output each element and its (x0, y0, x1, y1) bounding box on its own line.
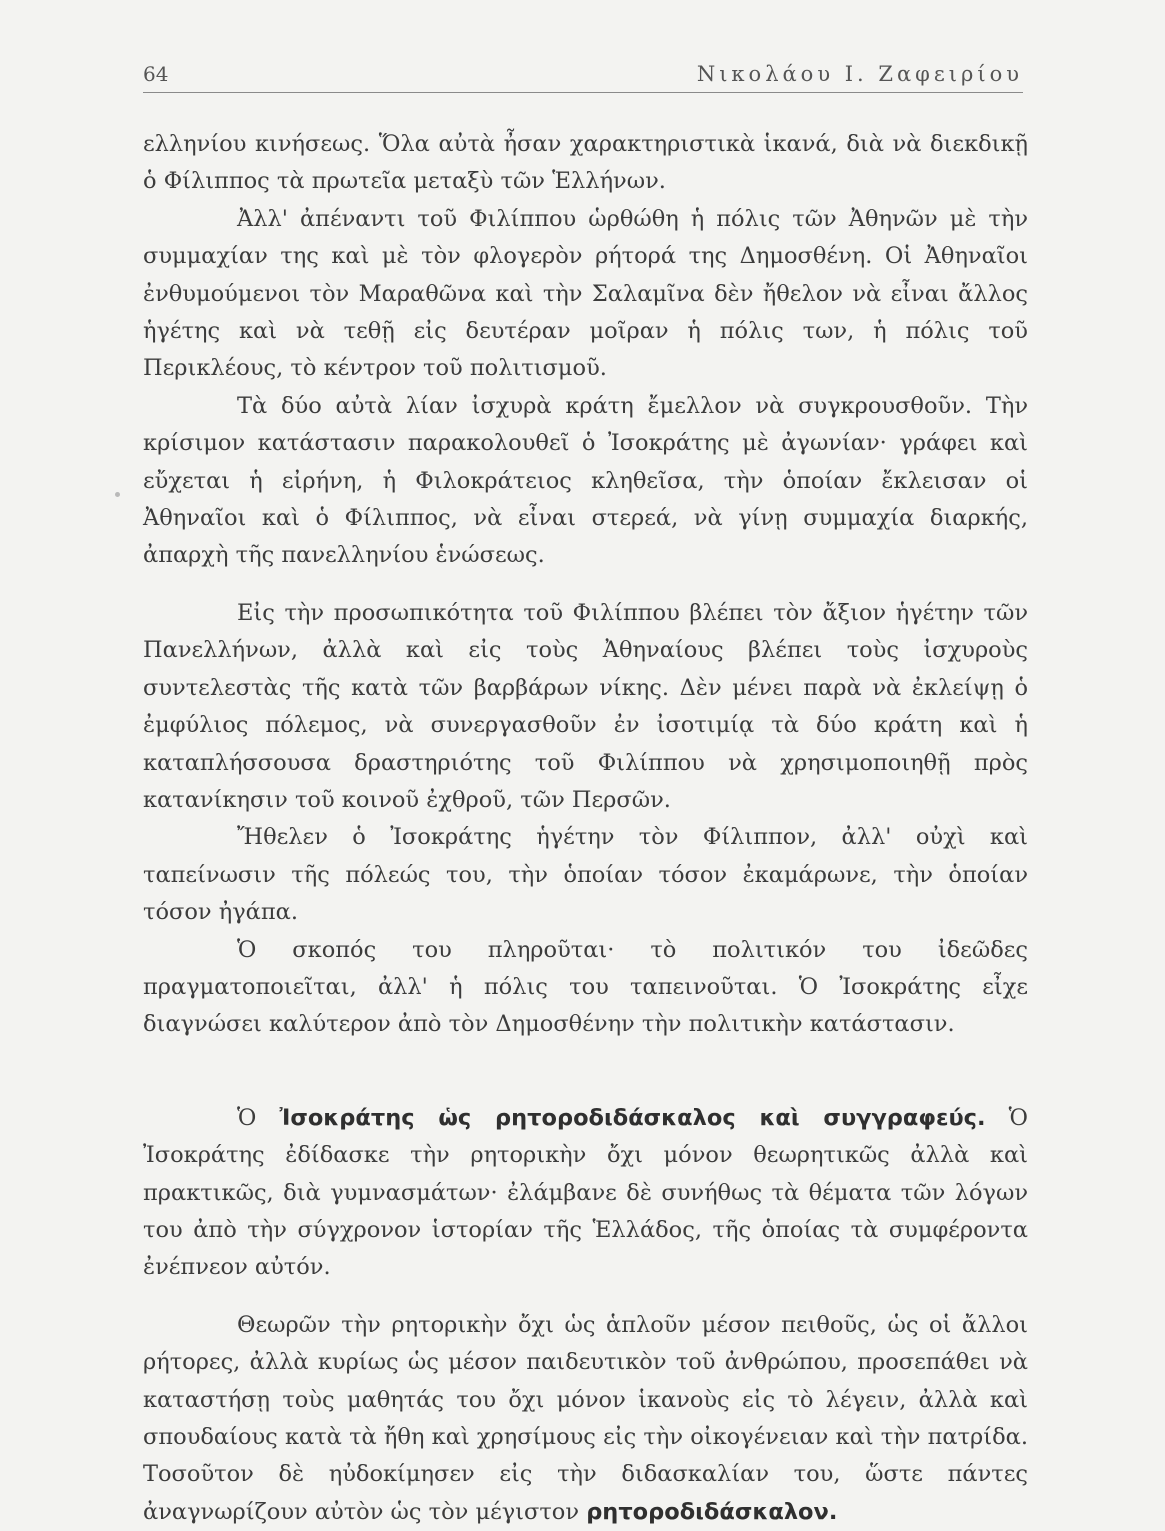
paragraph-4: Εἰς τὴν προσωπικότητα τοῦ Φιλίππου βλέπει τὸν ἄξιον ἡγέτην τῶν Πανελλήνων, ἀλλὰ καὶ εἰς τοὺς Ἀθηναίους βλέπει τοὺς ἰσχυροὺς συντελεστὰς τῆς κατὰ τῶν βαρβάρων νίκης. Δὲν μένει παρὰ νὰ ἐκλείψῃ ὁ ἐμφύλιος πόλεμος, νὰ συνεργασθοῦν ἐν ἰσοτιμίᾳ τὰ δύο κράτη καὶ ἡ καταπλήσσουσα δραστηριότης τοῦ Φιλίππου νὰ χρησιμοποιηθῇ πρὸς κατανίκησιν τοῦ κοινοῦ ἐχθροῦ, τῶν Περσῶν. (143, 599, 1028, 813)
page-number: 64 (143, 62, 169, 86)
running-head: Νικολάου Ι. Ζαφειρίου (696, 62, 1023, 86)
paragraph-6: Ὁ σκοπός του πληροῦται· τὸ πολιτικόν του ἰδεῶδες πραγματοποιεῖται, ἀλλ' ἡ πόλις του ταπεινοῦται. Ὁ Ἰσοκράτης εἶχε διαγνώσει καλύτερον ἀπὸ τὸν Δημοσθένην τὴν πολιτικὴν κατάστασιν. (143, 936, 1028, 1038)
section-paragraph (143, 1100, 1028, 1287)
paragraph-5: Ἤθελεν ὁ Ἰσοκράτης ἡγέτην τὸν Φίλιππον, ἀλλ' οὐχὶ καὶ ταπείνωσιν τῆς πόλεώς του, τὴν ὁποίαν τόσον ἐκαμάρωνε, τὴν ὁποίαν τόσον ἠγάπα. (143, 824, 1028, 926)
final-paragraph (143, 1307, 1028, 1531)
page-header (143, 62, 1023, 93)
paragraph-3: Τὰ δύο αὐτὰ λίαν ἰσχυρὰ κράτη ἔμελλον νὰ συγκρουσθοῦν. Τὴν κρίσιμον κατάστασιν παρακολουθεῖ ὁ Ἰσοκράτης μὲ ἀγωνίαν· γράφει καὶ εὔχεται ἡ εἰρήνη, ἡ Φιλοκράτειος κληθεῖσα, τὴν ὁποίαν ἔκλεισαν οἱ Ἀθηναῖοι καὶ ὁ Φίλιππος, νὰ εἶναι στερεά, νὰ γίνῃ συμμαχία διαρκής, ἀπαρχὴ τῆς πανελληνίου ἑνώσεως. (143, 392, 1028, 569)
section-text: Ὁ Ἰσοκράτης ἐδίδασκε τὴν ρητορικὴν ὄχι μόνον θεωρητικῶς ἀλλὰ καὶ πρακτικῶς, διὰ γυμνασμάτων· ἐλάμβανε δὲ συνήθως τὰ θέματα τῶν λόγων του ἀπὸ τὴν σύγχρονον ἱστορίαν τῆς Ἑλλάδος, τῆς ὁποίας τὰ συμφέροντα ἐνέπνεον αὐτόν. (143, 1104, 1029, 1281)
final-paragraph-text: Θεωρῶν τὴν ρητορικὴν ὄχι ὡς ἁπλοῦν μέσον πειθοῦς, ὡς οἱ ἄλλοι ρήτορες, ἀλλὰ κυρίως ὡς μέσον παιδευτικὸν τοῦ ἀνθρώπου, προσεπάθει νὰ καταστήσῃ τοὺς μαθητάς του ὄχι μόνον ἱκανοὺς εἰς τὸ λέγειν, ἀλλὰ καὶ σπουδαίους κατὰ τὰ ἤθη καὶ χρησίμους εἰς τὴν οἰκογένειαν καὶ τὴν πατρίδα. Τοσοῦτον δὲ ηὐδοκίμησεν εἰς τὴν διδασκαλίαν του, ὥστε πάντες ἀναγνωρίζουν αὐτὸν ὡς τὸν μέγιστον (143, 1311, 1028, 1525)
section-heading: Ἰσοκράτης ὡς ρητοροδιδάσκαλος καὶ συγγραφεύς. (279, 1104, 986, 1131)
paragraph-1: ελληνίου κινήσεως. Ὅλα αὐτὰ ἦσαν χαρακτηριστικὰ ἱκανά, διὰ νὰ διεκδικῇ ὁ Φίλιππος τὰ πρωτεῖα μεταξὺ τῶν Ἑλλήνων. (143, 131, 1028, 195)
body-text (143, 126, 1028, 1531)
section-lead: Ὁ (237, 1104, 257, 1131)
final-bold-term: ρητοροδιδάσκαλον. (586, 1498, 838, 1525)
paragraph-2: Ἀλλ' ἀπέναντι τοῦ Φιλίππου ὡρθώθη ἡ πόλις τῶν Ἀθηνῶν μὲ τὴν συμμαχίαν της καὶ μὲ τὸν φλογερὸν ρήτορά της Δημοσθένη. Οἱ Ἀθηναῖοι ἐνθυμούμενοι τὸν Μαραθῶνα καὶ τὴν Σαλαμῖνα δὲν ἤθελον νὰ εἶναι ἄλλος ἡγέτης καὶ νὰ τεθῇ εἰς δευτέραν μοῖραν ἡ πόλις των, ἡ πόλις τοῦ Περικλέους, τὸ κέντρον τοῦ πολιτισμοῦ. (143, 205, 1028, 382)
margin-speck (115, 492, 120, 497)
